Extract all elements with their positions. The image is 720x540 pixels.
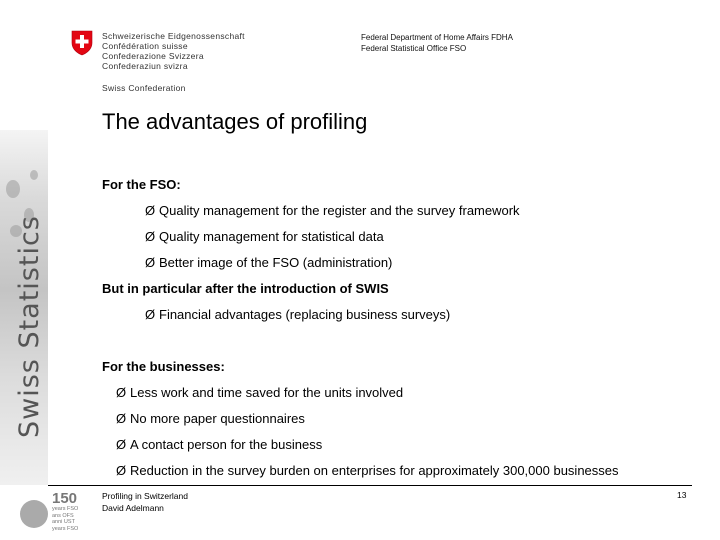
logo-caption-line: anni UST bbox=[52, 519, 75, 525]
bullet-text: Reduction in the survey burden on enterprises for approximately 300,000 businesses bbox=[130, 463, 619, 478]
confederation-line-de: Schweizerische Eidgenossenschaft bbox=[102, 31, 245, 41]
bullet-arrow-icon: Ø bbox=[116, 411, 127, 426]
bullet-text: Less work and time saved for the units involved bbox=[130, 385, 404, 400]
swiss-statistics-label: Swiss Statistics bbox=[14, 215, 45, 438]
swis-heading: But in particular after the introduction of SWIS bbox=[102, 281, 389, 296]
logo-number: 150 bbox=[52, 490, 78, 507]
logo-caption-line: ans OFS bbox=[52, 512, 74, 519]
confederation-names bbox=[102, 31, 245, 71]
fso-150-logo bbox=[14, 490, 89, 538]
swis-bullet bbox=[145, 307, 450, 322]
footer-info bbox=[102, 490, 188, 514]
footer-author: David Adelmann bbox=[102, 503, 164, 513]
swiss-crest-icon bbox=[70, 30, 94, 56]
bullet-text: Financial advantages (replacing business surveys) bbox=[159, 307, 451, 322]
bullet-arrow-icon: Ø bbox=[116, 463, 127, 478]
footer-presentation-title: Profiling in Switzerland bbox=[102, 491, 188, 501]
business-heading: For the businesses: bbox=[102, 359, 225, 374]
bullet-arrow-icon: Ø bbox=[145, 229, 156, 244]
bullet-arrow-icon: Ø bbox=[145, 203, 156, 218]
logo-caption-line: years FSO bbox=[52, 506, 79, 512]
bullet-text: A contact person for the business bbox=[130, 437, 323, 452]
fso-bullet bbox=[145, 203, 520, 218]
confederation-line-rm: Confederaziun svizra bbox=[102, 61, 188, 71]
fso-heading: For the FSO: bbox=[102, 177, 181, 192]
fso-bullet bbox=[145, 255, 392, 270]
business-bullet bbox=[116, 437, 322, 452]
confederation-en: Swiss Confederation bbox=[102, 83, 186, 93]
bullet-arrow-icon: Ø bbox=[145, 255, 156, 270]
bullet-text: Quality management for the register and the survey framework bbox=[159, 203, 520, 218]
bullet-text: Quality management for statistical data bbox=[159, 229, 384, 244]
bullet-text: No more paper questionnaires bbox=[130, 411, 305, 426]
fso-bullet bbox=[145, 229, 384, 244]
department-name: Federal Department of Home Affairs FDHA bbox=[361, 33, 513, 42]
business-bullet bbox=[116, 385, 403, 400]
bullet-arrow-icon: Ø bbox=[145, 307, 156, 322]
footer-divider bbox=[48, 485, 692, 486]
business-bullet bbox=[116, 463, 619, 478]
department-block bbox=[361, 32, 513, 54]
logo-caption bbox=[52, 506, 78, 532]
bullet-text: Better image of the FSO (administration) bbox=[159, 255, 393, 270]
confederation-line-it: Confederazione Svizzera bbox=[102, 51, 204, 61]
bullet-arrow-icon: Ø bbox=[116, 385, 127, 400]
business-bullet bbox=[116, 411, 305, 426]
slide-title: The advantages of profiling bbox=[102, 109, 368, 134]
bullet-arrow-icon: Ø bbox=[116, 437, 127, 452]
logo-circle-icon bbox=[20, 500, 48, 528]
confederation-line-fr: Confédération suisse bbox=[102, 41, 188, 51]
page-number: 13 bbox=[677, 490, 687, 500]
office-name: Federal Statistical Office FSO bbox=[361, 44, 467, 53]
logo-caption-line: years FSO bbox=[52, 525, 79, 532]
